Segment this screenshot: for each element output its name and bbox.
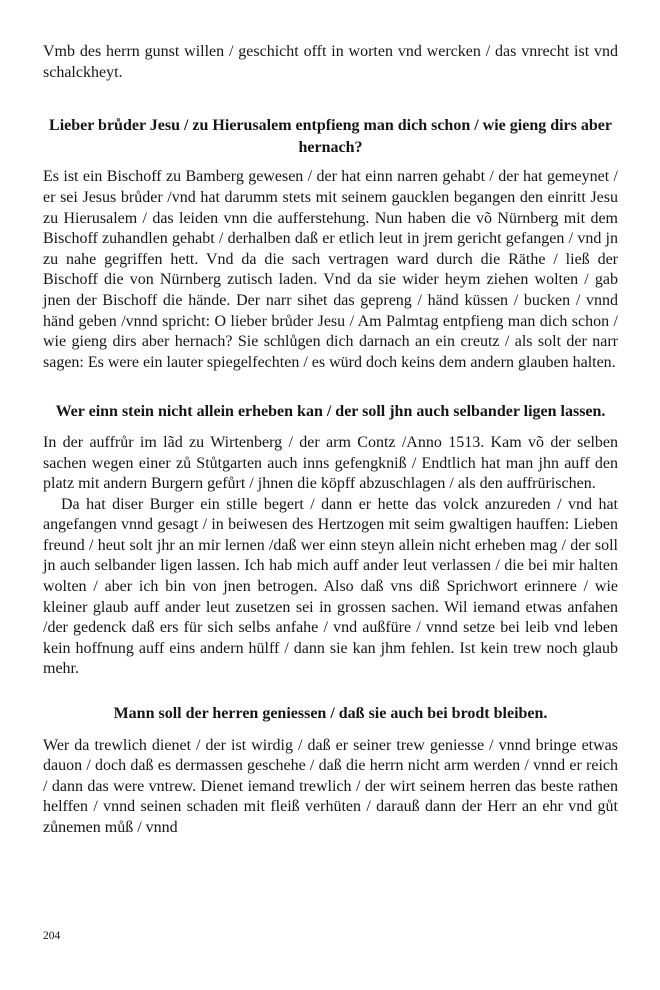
- section-heading-brother-jesus: Lieber brůder Jesu / zu Hierusalem entpfieng man dich schon / wie gieng dirs aber hernach?: [49, 117, 612, 156]
- page-number: 204: [43, 930, 61, 942]
- paragraph-intro: Vmb des herrn gunst willen / geschicht offt in worten vnd wercken / das vnrecht ist vnd schalckheyt.: [43, 43, 618, 81]
- paragraph-faithful-servant: Wer da trewlich dienet / der ist wirdig / daß er seiner trew geniesse / vnnd bringe etwas dauon / doch daß es dermassen geschehe / daß die herrn nicht arm werden / vnnd er reich / dann das were vntrew. Dienet iemand trewlich / der wirt seinem herren das beste rathen helffen / vnnd seinen schaden mit fleiß verhüten / darauß dann der Herr an ehr vnd gůt zůnemen můß / vnnd: [43, 736, 618, 836]
- paragraph-bishop-bamberg: Es ist ein Bischoff zu Bamberg gewesen / der hat einn narren gehabt / der hat gemeynet / er sei Jesus brůder /vnd hat darumm stets mit seinem gaucklen begangen den einritt Jesu zu Hierusalem / das leiden vnn die aufferstehung. Nun haben die võ Nürnberg mit dem Bischoff zuhandlen gehabt / derhalben daß er etlich leut in jrem gericht gefangen / vnd jn zu nahe gegriffen hett. Vnd da die sach vertragen ward durch die Räthe / ließ der Bischoff die von Nürnberg zutisch laden. Vnd da sie wider heym ziehen wolten / gab jnen der Bischoff die hände. Der narr sihet das gepreng / händ küssen / bucken / vnnd händ geben /vnnd spricht: O lieber brůder Jesu / Am Palmtag entpfieng man dich schon / wie gieng dirs aber hernach? Sie schlůgen dich darnach an ein creutz / als solt der narr sagen: Es were ein lauter spiegelfechten / es würd doch keins dem andern glauben halten.: [43, 168, 618, 371]
- paragraph-burger-speech: Da hat diser Burger ein stille begert / dann er hette das volck anzureden / vnd hat angefangen vnnd gesagt / in beiwesen des Hertzogen mit seim gwaltigen hauffen: Lieben freund / heut solt jhr an mir lernen /daß wer einn steyn allein nicht erheben mag / der soll jn auch selbander ligen lassen. Ich hab mich auff ander leut verlassen / die bei mir halten wolten / aber ich bin von jnen betrogen. Also daß vns diß Sprichwort erinnere / wie kleiner glaub auff ander leut zusetzen sei in grossen sachen. Wil iemand etwas anfahen /der gedenck daß ers für sich selbs anfahe / vnd außfüre / vnnd setze bei leib vnd leben kein hoffnung auff eins andern hülff / dann sie kan jhm fehlen. Ist kein trew noch glaub mehr.: [43, 495, 618, 678]
- section-heading-herren-geniessen: Mann soll der herren geniessen / daß sie auch bei brodt bleiben.: [113, 705, 548, 723]
- paragraph-uprising: In der auffrůr im lãd zu Wirtenberg / der arm Contz /Anno 1513. Kam võ der selben sachen wegen einer zů Stůtgarten auch inns gefengkniß / Endtlich hat man jhn auff den platz mit andern Burgern gefůrt / jhnen die köpff abzuschlagen / als den auffrürischen.: [43, 433, 618, 493]
- section-heading-stone: Wer einn stein nicht allein erheben kan / der soll jhn auch selbander ligen lassen.: [55, 403, 606, 421]
